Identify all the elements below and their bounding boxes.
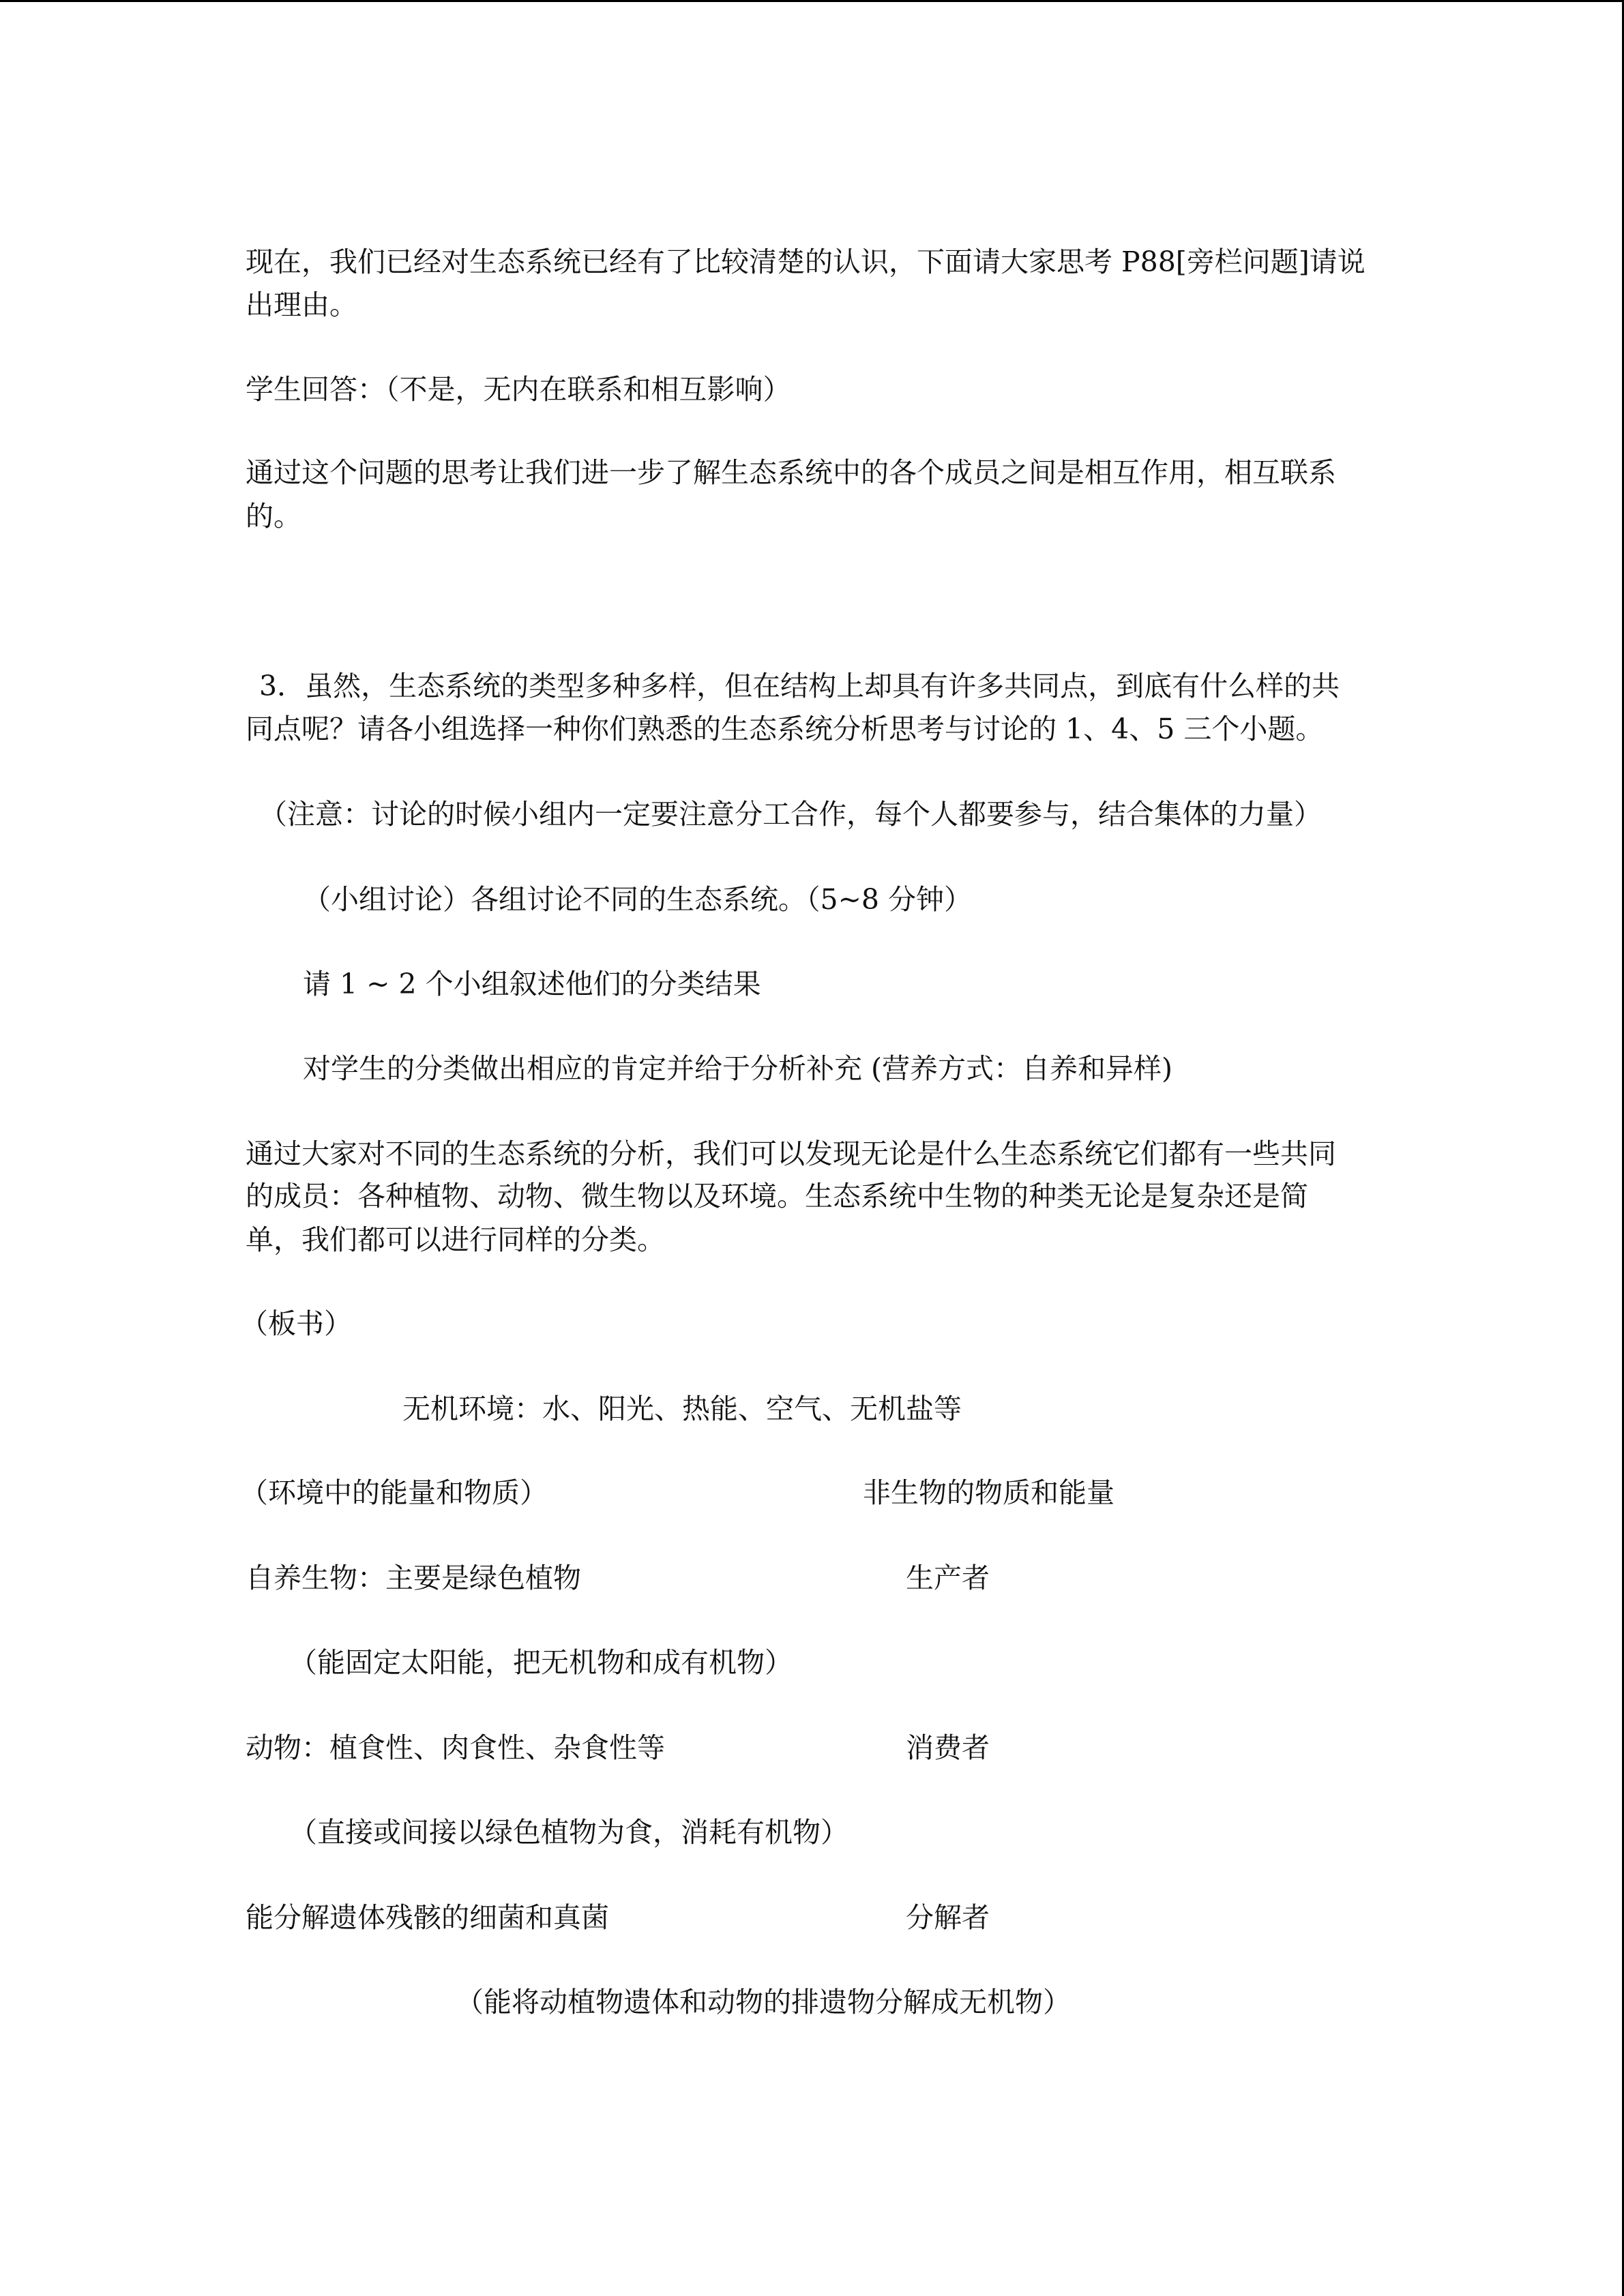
paragraph-line: 的成员：各种植物、动物、微生物以及环境。生态系统中生物的种类无论是复杂还是简 xyxy=(246,1180,1308,1212)
board-consumer-left: 动物：植食性、肉食性、杂食性等 xyxy=(246,1731,665,1764)
paragraph-line: 通过这个问题的思考让我们进一步了解生态系统中的各个成员之间是相互作用，相互联系 xyxy=(246,456,1336,489)
paragraph-line: 3．虽然，生态系统的类型多种多样，但在结构上却具有许多共同点，到底有什么样的共 xyxy=(259,670,1340,702)
paragraph-line: （板书） xyxy=(240,1307,352,1340)
paragraph-line: 学生回答：（不是，无内在联系和相互影响） xyxy=(246,373,791,406)
paragraph-line: 对学生的分类做出相应的肯定并给于分析补充 (营养方式：自养和异样) xyxy=(303,1052,1173,1085)
paragraph-line: 的。 xyxy=(246,500,301,533)
page-top-border xyxy=(0,0,1624,2)
board-decomposer-right: 分解者 xyxy=(906,1901,990,1934)
board-producer-left: 自养生物：主要是绿色植物 xyxy=(246,1562,581,1594)
board-decomposer-left: 能分解遗体残骸的细菌和真菌 xyxy=(246,1901,609,1934)
paragraph-line: （小组讨论）各组讨论不同的生态系统。（5~8 分钟） xyxy=(303,883,973,916)
board-abiotic-left: （环境中的能量和物质） xyxy=(240,1476,548,1509)
paragraph-line: 请 1 ~ 2 个小组叙述他们的分类结果 xyxy=(303,968,761,1000)
board-producer-note: （能固定太阳能，把无机物和成有机物） xyxy=(289,1646,793,1679)
paragraph-line: 单，我们都可以进行同样的分类。 xyxy=(246,1223,665,1256)
paragraph-line: 现在，我们已经对生态系统已经有了比较清楚的认识，下面请大家思考 P88[旁栏问题]请说 xyxy=(246,245,1365,278)
board-abiotic-detail: 无机环境：水、阳光、热能、空气、无机盐等 xyxy=(402,1392,962,1425)
paragraph-line: （注意：讨论的时候小组内一定要注意分工合作，每个人都要参与，结合集体的力量） xyxy=(259,798,1322,831)
board-consumer-right: 消费者 xyxy=(906,1731,990,1764)
board-producer-right: 生产者 xyxy=(906,1562,990,1594)
board-abiotic-right: 非生物的物质和能量 xyxy=(863,1476,1114,1509)
paragraph-line: 出理由。 xyxy=(246,288,357,321)
paragraph-line: 通过大家对不同的生态系统的分析，我们可以发现无论是什么生态系统它们都有一些共同 xyxy=(246,1137,1336,1170)
board-decomposer-note: （能将动植物遗体和动物的排遗物分解成无机物） xyxy=(456,1986,1071,2018)
board-consumer-note: （直接或间接以绿色植物为食，消耗有机物） xyxy=(289,1816,848,1849)
paragraph-line: 同点呢？请各小组选择一种你们熟悉的生态系统分析思考与讨论的 1、4、5 三个小题。 xyxy=(246,713,1324,745)
